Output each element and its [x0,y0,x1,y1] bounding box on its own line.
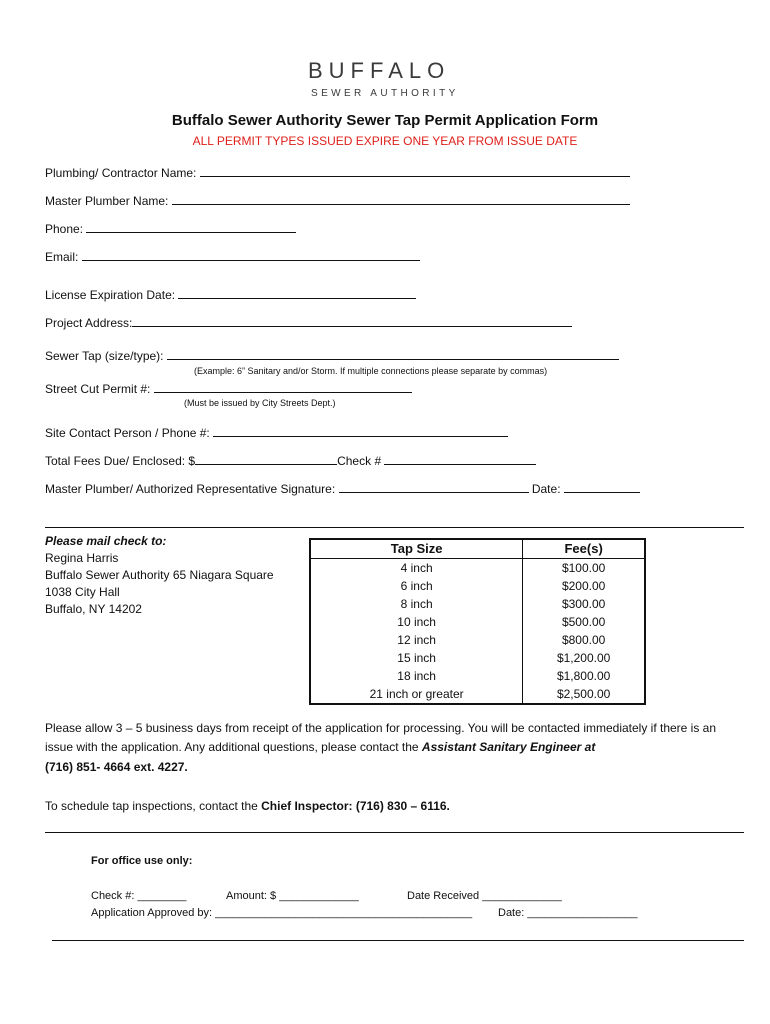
tap-size-cell: 21 inch or greater [310,685,523,704]
phone-field [45,221,296,236]
form-notice: ALL PERMIT TYPES ISSUED EXPIRE ONE YEAR FROM ISSUE DATE [192,134,578,148]
table-row [310,559,645,578]
fee-cell: $1,200.00 [523,649,645,667]
project-address-field [45,315,572,330]
logo-subtitle: SEWER AUTHORITY [311,88,459,99]
fee-cell: $1,800.00 [523,667,645,685]
table-row [310,631,645,649]
office-amount: Amount: $ _____________ [226,890,359,902]
contractor-field [45,165,630,180]
mail-hall: 1038 City Hall [45,585,120,599]
tap-size-cell: 10 inch [310,613,523,631]
total-fees-input[interactable] [195,453,337,465]
phone-label: Phone: [45,222,84,236]
fee-table [309,538,646,705]
tap-size-header: Tap Size [310,539,523,559]
mail-city: Buffalo, NY 14202 [45,602,142,616]
fee-cell: $300.00 [523,595,645,613]
project-address-input[interactable] [132,315,572,327]
notice-contact-title: Assistant Sanitary Engineer at [421,740,596,754]
street-cut-field [45,381,412,396]
office-divider-bottom [52,940,744,941]
site-contact-input[interactable] [213,425,508,437]
table-row [310,667,645,685]
mail-org: Buffalo Sewer Authority 65 Niagara Square [45,568,274,582]
check-input[interactable] [384,453,536,465]
email-label: Email: [45,250,79,264]
phone-input[interactable] [86,221,296,233]
license-exp-label: License Expiration Date: [45,288,176,302]
check-label: Check # [337,454,382,468]
tap-size-cell: 6 inch [310,577,523,595]
form-title: Buffalo Sewer Authority Sewer Tap Permit Application Form [171,112,599,129]
office-date-received: Date Received _____________ [407,890,562,902]
table-row [310,595,645,613]
email-input[interactable] [82,249,420,261]
project-address-label: Project Address: [45,316,133,330]
fee-cell: $2,500.00 [523,685,645,704]
fee-cell: $100.00 [523,559,645,578]
inspection-notice [45,797,725,816]
fee-cell: $200.00 [523,577,645,595]
table-row [310,613,645,631]
processing-notice [45,719,725,757]
signature-field [45,481,640,496]
mailing-address [45,533,274,618]
tap-size-cell: 18 inch [310,667,523,685]
table-row [310,577,645,595]
tap-size-cell: 8 inch [310,595,523,613]
master-plumber-field [45,193,630,208]
sewer-tap-input[interactable] [167,348,619,360]
office-divider-top [45,832,744,833]
street-cut-hint: (Must be issued by City Streets Dept.) [184,398,336,408]
signature-label: Master Plumber/ Authorized Representative Signature: [45,482,336,496]
inspection-contact: Chief Inspector: (716) 830 – 6116. [261,799,450,813]
table-row [310,649,645,667]
street-cut-input[interactable] [154,381,412,393]
site-contact-field [45,425,508,440]
notice-text: Please allow 3 – 5 business days from receipt of the application for processing. You will be contacted immediately if there is an issue with the application. Any additional questions, please contact the [45,721,717,754]
street-cut-label: Street Cut Permit #: [45,382,151,396]
signature-date-input[interactable] [564,481,640,493]
master-plumber-label: Master Plumber Name: [45,194,169,208]
email-field [45,249,420,264]
office-check: Check #: ________ [91,890,187,902]
sewer-tap-hint: (Example: 6” Sanitary and/or Storm. If multiple connections please separate by commas) [194,366,548,376]
site-contact-label: Site Contact Person / Phone #: [45,426,210,440]
total-fees-field [45,453,536,468]
contractor-input[interactable] [200,165,630,177]
office-heading: For office use only: [91,855,193,867]
office-approved-by: Application Approved by: __________________________________________ [91,907,473,919]
total-fees-label: Total Fees Due/ Enclosed: $ [45,454,196,468]
fee-table-header [310,539,645,559]
sewer-tap-field [45,348,619,363]
notice-contact-phone: (716) 851- 4664 ext. 4227. [45,760,188,774]
master-plumber-input[interactable] [172,193,630,205]
logo-wordmark: BUFFALO [308,58,451,83]
office-date: Date: __________________ [498,907,638,919]
fee-cell: $800.00 [523,631,645,649]
section-divider [45,527,744,528]
mail-heading: Please mail check to: [45,534,167,548]
contractor-label: Plumbing/ Contractor Name: [45,166,197,180]
tap-size-cell: 12 inch [310,631,523,649]
fee-cell: $500.00 [523,613,645,631]
sewer-tap-label: Sewer Tap (size/type): [45,349,164,363]
table-row [310,685,645,704]
signature-input[interactable] [339,481,529,493]
signature-date-label: Date: [531,482,561,496]
mail-name: Regina Harris [45,551,119,565]
license-exp-input[interactable] [178,287,416,299]
tap-size-cell: 4 inch [310,559,523,578]
license-exp-field [45,287,416,302]
tap-size-cell: 15 inch [310,649,523,667]
inspection-text: To schedule tap inspections, contact the [45,799,262,813]
fees-header: Fee(s) [523,539,645,559]
